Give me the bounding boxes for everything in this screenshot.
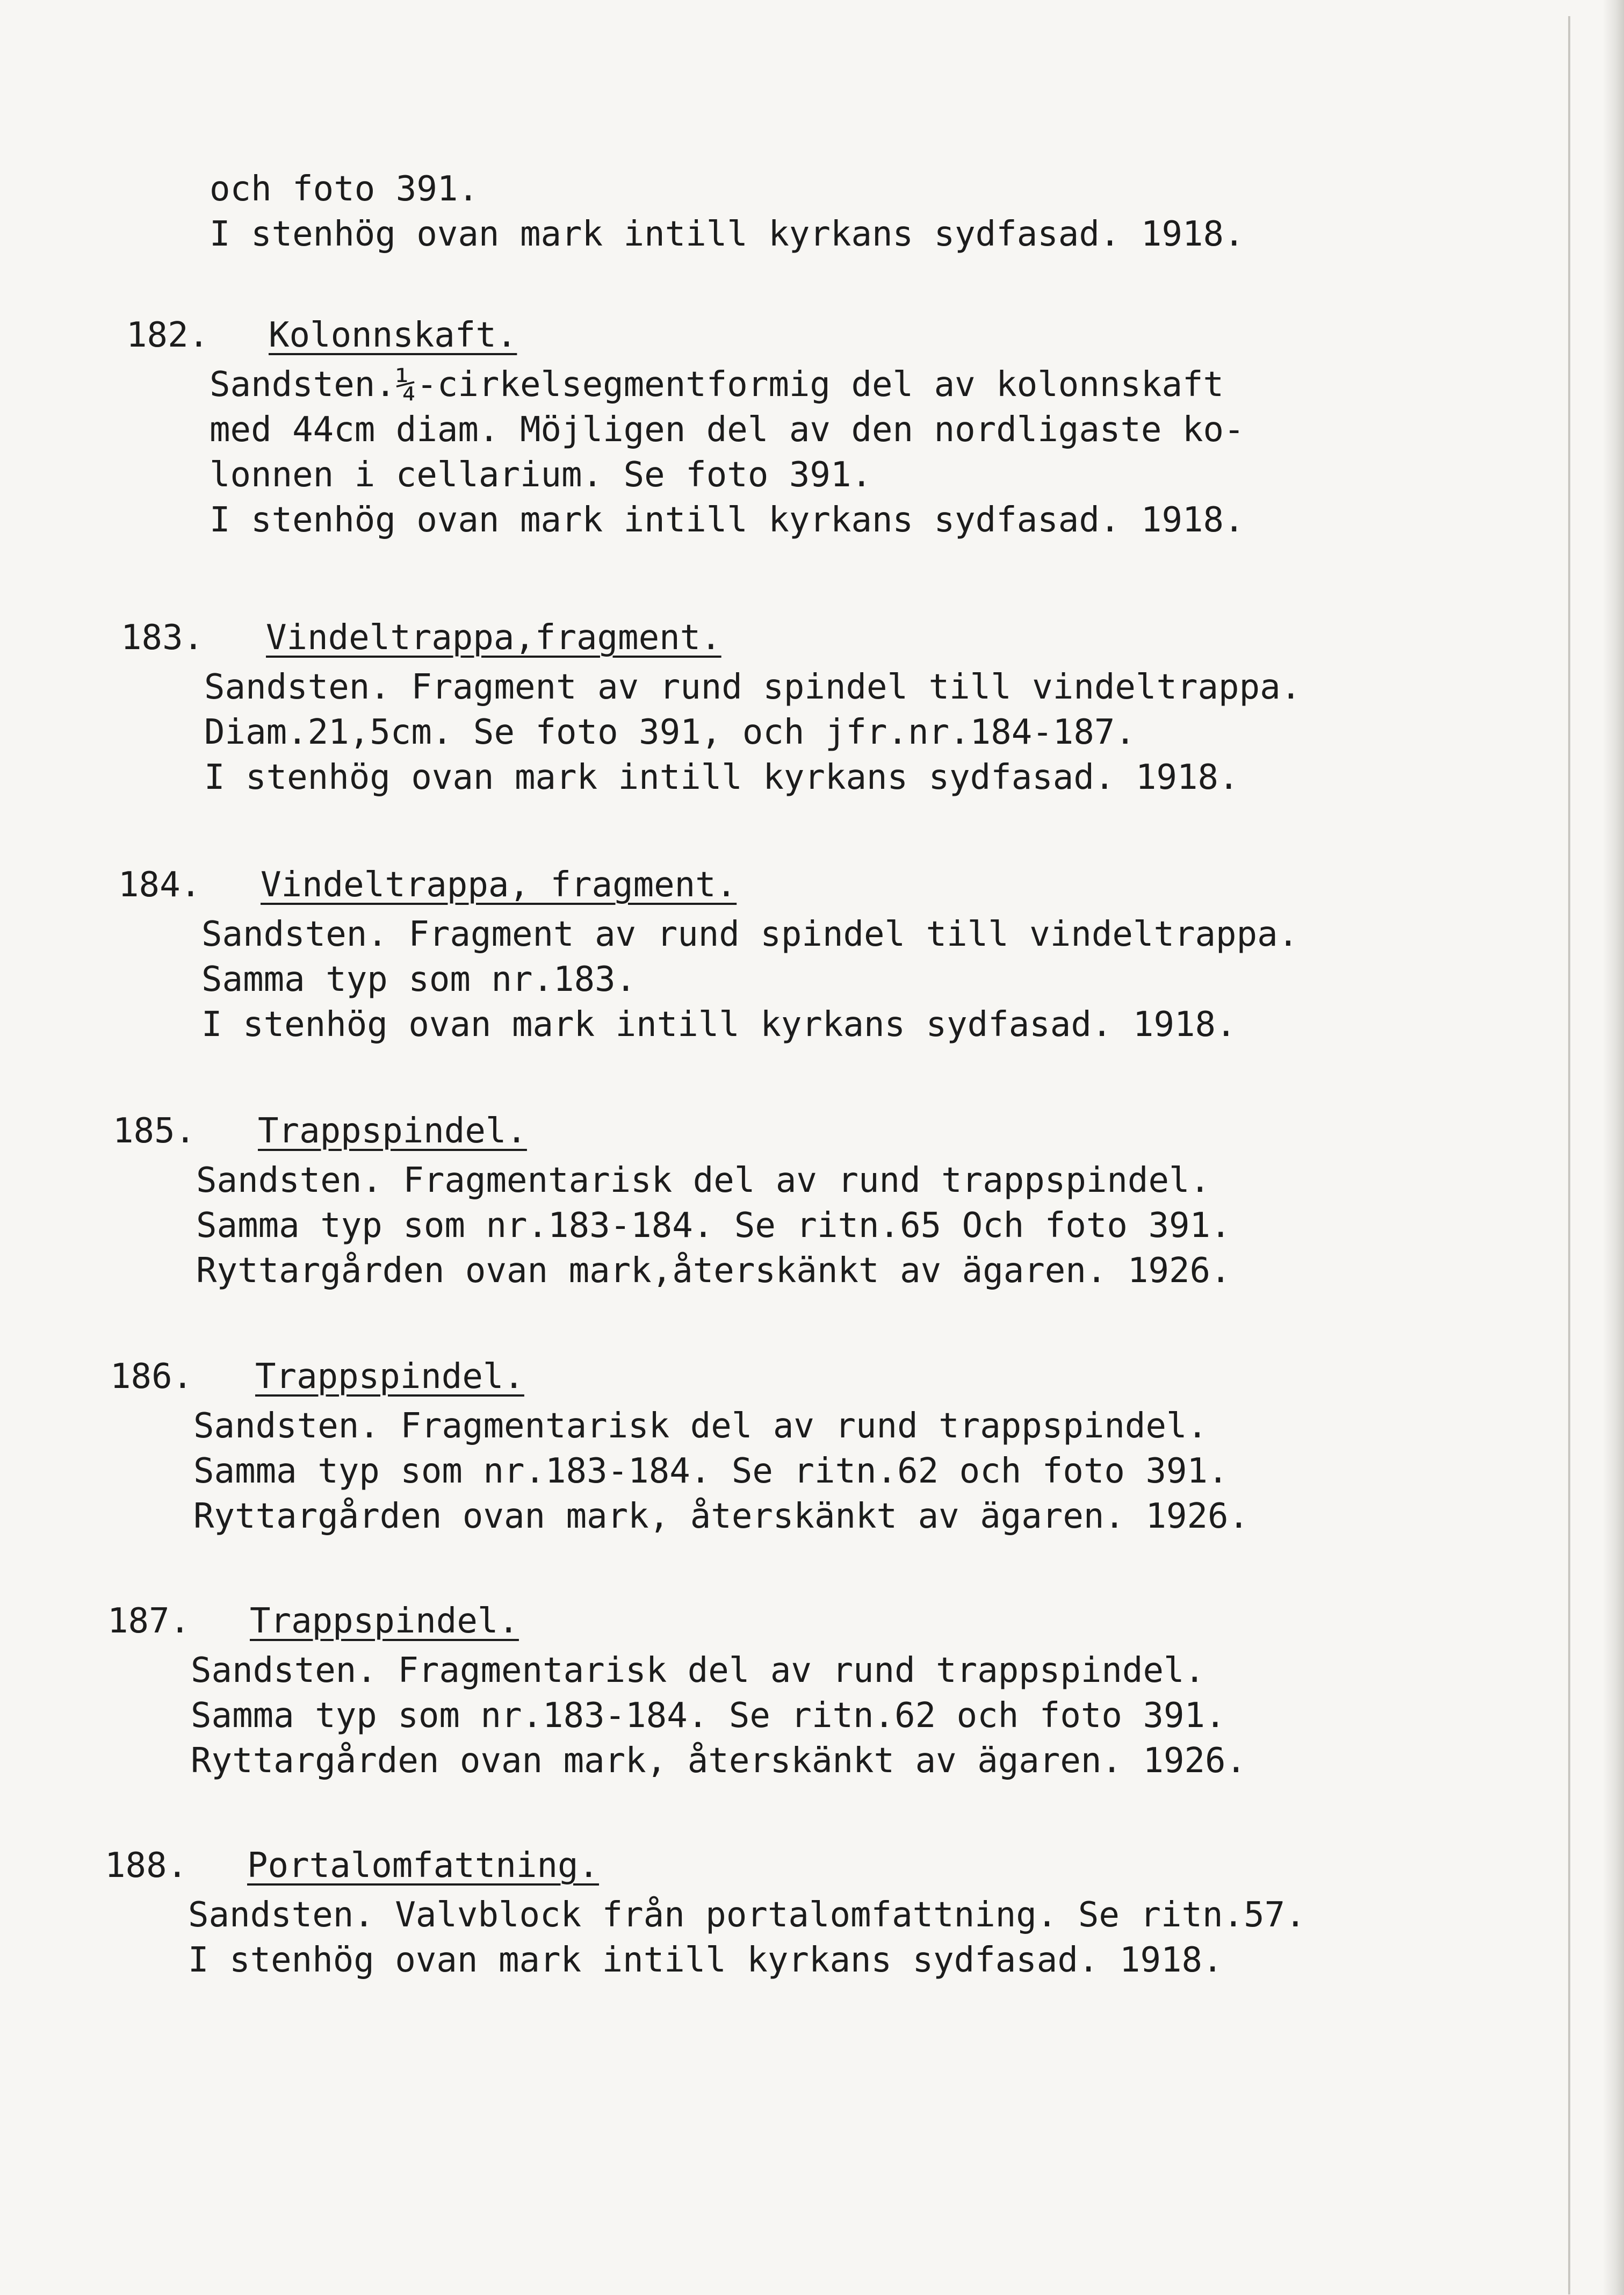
entry-line: Sandsten. Fragmentarisk del av rund trappspindel. (193, 1406, 1208, 1446)
entry-title: Vindeltrappa, fragment. (261, 865, 737, 905)
entry-line: Sandsten. Fragment av rund spindel till vindeltrappa. (204, 667, 1302, 707)
entry-number: 183. (121, 618, 204, 658)
entry-line: Sandsten. Fragment av rund spindel till vindeltrappa. (201, 915, 1299, 954)
entry-title: Vindeltrappa,fragment. (266, 618, 721, 658)
entry-line: Sandsten. Fragmentarisk del av rund trappspindel. (196, 1161, 1211, 1200)
entry-title: Trappspindel. (258, 1111, 527, 1151)
entry-line: Sandsten. Fragmentarisk del av rund trappspindel. (191, 1651, 1206, 1690)
entry-line: Sandsten. Valvblock från portalomfattning. Se ritn.57. (188, 1895, 1306, 1935)
entry-line: Samma typ som nr.183-184. Se ritn.65 Och foto 391. (196, 1206, 1231, 1246)
intro-line: I stenhög ovan mark intill kyrkans sydfasad. 1918. (210, 214, 1245, 254)
intro-text (210, 167, 1245, 257)
entry-number: 187. (107, 1601, 191, 1641)
entry-line: Ryttargården ovan mark, återskänkt av ägaren. 1926. (193, 1497, 1250, 1536)
entry-line: Samma typ som nr.183-184. Se ritn.62 och foto 391. (191, 1696, 1226, 1736)
entry-line: Ryttargården ovan mark,återskänkt av ägaren. 1926. (196, 1251, 1231, 1291)
entry-title: Trappspindel. (250, 1601, 519, 1641)
entry-number: 185. (113, 1111, 196, 1151)
entry-title: Portalomfattning. (247, 1846, 600, 1886)
entry-number: 186. (110, 1357, 193, 1397)
entry-line: I stenhög ovan mark intill kyrkans sydfasad. 1918. (201, 1005, 1237, 1045)
page-edge-line (1568, 16, 1570, 2294)
entry-line: Ryttargården ovan mark, återskänkt av ägaren. 1926. (191, 1741, 1247, 1781)
entry-number: 188. (105, 1846, 188, 1886)
entry-title: Trappspindel. (255, 1357, 524, 1397)
entry-line: Sandsten.¼-cirkelsegmentformig del av kolonnskaft (210, 365, 1224, 405)
entry-line: Samma typ som nr.183. (201, 960, 637, 999)
entry-line: I stenhög ovan mark intill kyrkans sydfasad. 1918. (188, 1940, 1223, 1980)
entry-line: Samma typ som nr.183-184. Se ritn.62 och foto 391. (193, 1451, 1229, 1491)
page-edge-shadow (1603, 0, 1624, 2295)
entry-line: I stenhög ovan mark intill kyrkans sydfasad. 1918. (210, 500, 1245, 540)
entry-line: lonnen i cellarium. Se foto 391. (210, 455, 872, 495)
entry-number: 182. (126, 315, 210, 355)
entry-line: med 44cm diam. Möjligen del av den nordligaste ko- (210, 410, 1245, 450)
intro-line: och foto 391. (210, 169, 479, 209)
entry-line: I stenhög ovan mark intill kyrkans sydfasad. 1918. (204, 758, 1239, 797)
entry-line: Diam.21,5cm. Se foto 391, och jfr.nr.184-187. (204, 713, 1136, 752)
entry-title: Kolonnskaft. (269, 315, 517, 355)
entry-number: 184. (118, 865, 201, 905)
